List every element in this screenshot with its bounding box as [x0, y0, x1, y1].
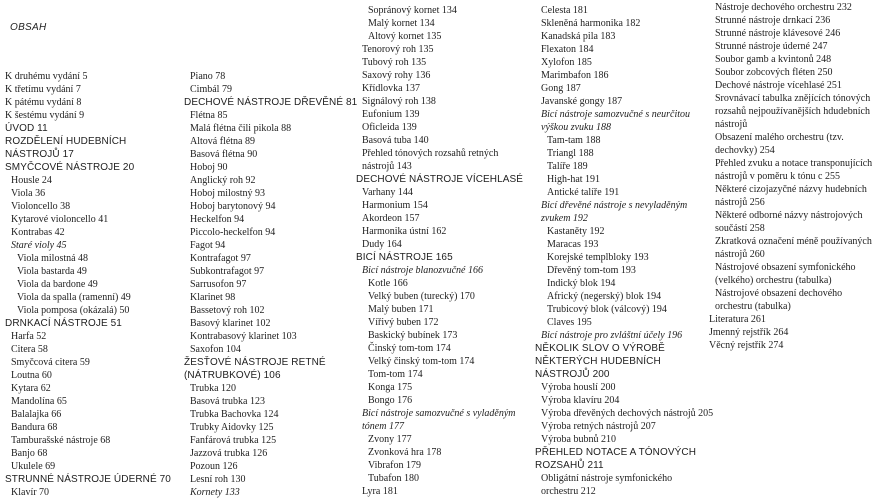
toc-entry: Baskický bubínek 173	[368, 330, 458, 341]
toc-entry: Bongo 176	[368, 395, 413, 406]
toc-entry: Saxový rohy 136	[362, 70, 431, 81]
toc-entry: Triangl 188	[547, 148, 594, 159]
toc-entry: Viola 36	[11, 188, 46, 199]
toc-entry: Bandura 68	[11, 422, 58, 433]
toc-entry: Antické talíře 191	[547, 187, 620, 198]
toc-entry: Přehled tónových rozsahů retných	[362, 148, 499, 159]
toc-entry: K šestému vydání 9	[5, 110, 85, 121]
toc-entry: Malý kornet 134	[368, 18, 435, 29]
toc-entry: Hoboj 90	[190, 162, 228, 173]
toc-entry: Mandolína 65	[11, 396, 67, 407]
toc-entry: Kytara 62	[11, 383, 51, 394]
toc-entry: Sarrusofon 97	[190, 279, 247, 290]
toc-entry: Oficleida 139	[362, 122, 417, 133]
toc-entry: Basová flétna 90	[190, 149, 258, 160]
toc-entry: Cimbál 79	[190, 84, 232, 95]
toc-entry: Trubka Bachovka 124	[190, 409, 279, 420]
toc-entry: Obsazení malého orchestru (tzv.	[715, 132, 844, 143]
toc-entry: Velký činský tom-tom 174	[368, 356, 475, 367]
toc-entry: Javanské gongy 187	[541, 96, 623, 107]
toc-entry: Signálový roh 138	[362, 96, 436, 107]
toc-entry: Africký (negerský) blok 194	[547, 291, 662, 302]
toc-entry: Lyra 181	[362, 486, 398, 497]
toc-entry: Harmonium 154	[362, 200, 428, 211]
toc-entry: Bassetový roh 102	[190, 305, 265, 316]
toc-entry: Basový klarinet 102	[190, 318, 271, 329]
toc-entry: tónem 177	[362, 421, 404, 432]
toc-entry: Hoboj milostný 93	[190, 188, 266, 199]
toc-entry: Piccolo-heckelfon 94	[190, 227, 276, 238]
toc-entry: (velkého) orchestru (tabulka)	[715, 275, 832, 286]
toc-entry: Tubový roh 135	[362, 57, 427, 68]
toc-entry: Zvonková hra 178	[368, 447, 442, 458]
toc-entry: Zkratková označení méně používaných	[715, 236, 872, 247]
toc-entry: Výroba dřevěných dechových nástrojů 205	[541, 408, 714, 419]
toc-entry: Maracas 193	[547, 239, 599, 250]
toc-entry: součástí 258	[715, 223, 765, 234]
toc-entry: Obligátní nástroje symfonického	[541, 473, 673, 484]
toc-section-heading: DRNKACÍ NÁSTROJE 51	[5, 318, 122, 329]
toc-section-heading: NĚKTERÝCH HUDEBNÍCH	[535, 356, 661, 367]
toc-section-heading: SMYČCOVÉ NÁSTROJE 20	[5, 162, 135, 173]
toc-entry: Křídlovka 137	[362, 83, 421, 94]
toc-section-heading: NÁSTROJŮ 17	[5, 149, 74, 160]
toc-entry: Viola pomposa (okázalá) 50	[17, 305, 130, 316]
toc-entry: Klavír 70	[11, 487, 50, 498]
toc-entry: Nástrojové obsazení dechového	[715, 288, 843, 299]
toc-entry: Viola milostná 48	[17, 253, 89, 264]
toc-entry: Zvony 177	[368, 434, 412, 445]
toc-entry: Bicí nástroje samozvučné s neurčitou	[541, 109, 691, 120]
toc-entry: Korejské templbloky 193	[547, 252, 649, 263]
toc-entry: Saxofon 104	[190, 344, 241, 355]
toc-entry: K pátému vydání 8	[5, 97, 82, 108]
toc-entry: Hoboj barytonový 94	[190, 201, 276, 212]
toc-entry: Marimbafon 186	[541, 70, 609, 81]
toc-entry: Banjo 68	[11, 448, 48, 459]
toc-entry: Malý buben 171	[368, 304, 434, 315]
toc-entry: Anglický roh 92	[190, 175, 256, 186]
toc-entry: Trubky Aidovky 125	[190, 422, 274, 433]
toc-entry: Dechové nástroje vícehlasé 251	[715, 80, 842, 91]
toc-entry: výškou zvuku 188	[541, 122, 611, 133]
toc-entry: Pozoun 126	[190, 461, 238, 472]
toc-entry: Vířivý buben 172	[368, 317, 439, 328]
toc-entry: Výroba klavíru 204	[541, 395, 620, 406]
toc-entry: Tam-tam 188	[547, 135, 601, 146]
toc-entry: Xylofon 185	[541, 57, 592, 68]
toc-entry: Některé odborné názvy nástrojových	[715, 210, 863, 221]
toc-entry: Bicí dřevěné nástroje s nevyladěným	[541, 200, 688, 211]
toc-entry: dechovky) 254	[715, 145, 775, 156]
toc-entry: Basová tuba 140	[362, 135, 429, 146]
toc-entry: Nástroje dechového orchestru 232	[715, 2, 852, 13]
toc-entry: Strunné nástroje drnkací 236	[715, 15, 831, 26]
toc-entry: K třetímu vydání 7	[5, 84, 81, 95]
toc-entry: Literatura 261	[709, 314, 766, 325]
toc-entry: Piano 78	[190, 71, 226, 82]
toc-entry: Bicí nástroje samozvučné s vyladěným	[362, 408, 516, 419]
toc-entry: zvukem 192	[541, 213, 588, 224]
toc-entry: Subkontrafagot 97	[190, 266, 265, 277]
toc-entry: Skleněná harmonika 182	[541, 18, 641, 29]
page-heading: OBSAH	[10, 22, 47, 33]
toc-section-heading: ROZSAHŮ 211	[535, 460, 604, 471]
toc-entry: rozsahů nejpoužívanějších hdudebních	[715, 106, 870, 117]
toc-entry: Talíře 189	[547, 161, 588, 172]
toc-entry: Některé cizojazyčné názvy hudebních	[715, 184, 867, 195]
toc-entry: Malá flétna čili pikola 88	[190, 123, 292, 134]
toc-entry: Trubka 120	[190, 383, 237, 394]
toc-entry: Smyčcová citera 59	[11, 357, 90, 368]
toc-entry: Fanfárová trubka 125	[190, 435, 277, 446]
toc-entry: Citera 58	[11, 344, 48, 355]
toc-entry: Soubor zobcových fléten 250	[715, 67, 833, 78]
toc-entry: Kontrabasový klarinet 103	[190, 331, 297, 342]
toc-entry: Tubafon 180	[368, 473, 420, 484]
toc-entry: Heckelfon 94	[190, 214, 245, 225]
toc-entry: Dřevěný tom-tom 193	[547, 265, 636, 276]
toc-entry: nástrojů 260	[715, 249, 765, 260]
toc-entry: Tenorový roh 135	[362, 44, 434, 55]
toc-entry: Kontrabas 42	[11, 227, 65, 238]
toc-entry: Strunné nástroje klávesové 246	[715, 28, 841, 39]
toc-entry: Bicí nástroje pro zvláštní účely 196	[541, 330, 683, 341]
toc-entry: Strunné nástroje úderné 247	[715, 41, 828, 52]
toc-entry: Soubor gamb a kvintonů 248	[715, 54, 832, 65]
toc-entry: Akordeon 157	[362, 213, 420, 224]
toc-entry: Nástrojové obsazení symfonického	[715, 262, 856, 273]
toc-section-heading: NĚKOLIK SLOV O VÝROBĚ	[535, 343, 665, 354]
toc-entry: nástrojů v poměru k tónu c 255	[715, 171, 840, 182]
toc-entry: Harmonika ústní 162	[362, 226, 447, 237]
toc-entry: Bicí nástroje blanozvučné 166	[362, 265, 483, 276]
toc-entry: Přehled zvuku a notace transponujících	[715, 158, 873, 169]
toc-entry: Ukulele 69	[11, 461, 56, 472]
toc-entry: Konga 175	[368, 382, 413, 393]
toc-entry: Altový kornet 135	[368, 31, 442, 42]
toc-entry: orchestru (tabulka)	[715, 301, 791, 312]
toc-entry: Flexaton 184	[541, 44, 594, 55]
toc-entry: K druhému vydání 5	[5, 71, 88, 82]
toc-entry: Věcný rejstřík 274	[709, 340, 784, 351]
toc-entry: Výroba retných nástrojů 207	[541, 421, 656, 432]
toc-entry: Výroba bubnů 210	[541, 434, 616, 445]
toc-section-heading: (NÁTRUBKOVÉ) 106	[184, 370, 281, 381]
toc-entry: Kastaněty 192	[547, 226, 605, 237]
toc-entry: Lesní roh 130	[190, 474, 246, 485]
toc-entry: Jazzová trubka 126	[190, 448, 268, 459]
toc-entry: Klarinet 98	[190, 292, 236, 303]
toc-entry: Kornety 133	[190, 487, 240, 498]
toc-entry: Harfa 52	[11, 331, 47, 342]
toc-entry: Loutna 60	[11, 370, 52, 381]
toc-entry: nástrojů 256	[715, 197, 765, 208]
toc-section-heading: PŘEHLED NOTACE A TÓNOVÝCH	[535, 447, 697, 458]
toc-entry: Claves 195	[547, 317, 592, 328]
toc-entry: Balalajka 66	[11, 409, 62, 420]
toc-entry: Indický blok 194	[547, 278, 616, 289]
toc-entry: Kontrafagot 97	[190, 253, 251, 264]
toc-entry: Flétna 85	[190, 110, 228, 121]
toc-entry: Celesta 181	[541, 5, 588, 16]
toc-entry: Viola bastarda 49	[17, 266, 87, 277]
toc-entry: Velký buben (turecký) 170	[368, 291, 475, 302]
toc-entry: Altová flétna 89	[190, 136, 255, 147]
toc-entry: High-hat 191	[547, 174, 601, 185]
toc-entry: Činský tom-tom 174	[368, 343, 451, 354]
toc-entry: Viola da spalla (ramenní) 49	[17, 292, 131, 303]
toc-entry: nástrojů 143	[362, 161, 412, 172]
toc-section-heading: ŽESŤOVÉ NÁSTROJE RETNÉ	[184, 357, 326, 368]
toc-entry: Violoncello 38	[11, 201, 71, 212]
toc-entry: Varhany 144	[362, 187, 413, 198]
toc-section-heading: ÚVOD 11	[5, 123, 48, 134]
toc-section-heading: BICÍ NÁSTROJE 165	[356, 252, 453, 263]
toc-section-heading: NÁSTROJŮ 200	[535, 369, 610, 380]
toc-entry: Tom-tom 174	[368, 369, 423, 380]
toc-section-heading: STRUNNÉ NÁSTROJE ÚDERNÉ 70	[5, 474, 171, 485]
toc-entry: Tamburašské nástroje 68	[11, 435, 111, 446]
toc-entry: Kytarové violoncello 41	[11, 214, 109, 225]
toc-section-heading: DECHOVÉ NÁSTROJE VÍCEHLASÉ	[356, 174, 524, 185]
toc-entry: Sopránový kornet 134	[368, 5, 457, 16]
toc-entry: Srovnávací tabulka znějících tónových	[715, 93, 871, 104]
toc-section-heading: DECHOVÉ NÁSTROJE DŘEVĚNÉ 81	[184, 97, 358, 108]
toc-entry: Dudy 164	[362, 239, 402, 250]
toc-entry: Staré violy 45	[11, 240, 67, 251]
toc-entry: Housle 24	[11, 175, 52, 186]
toc-section-heading: ROZDĚLENÍ HUDEBNÍCH	[5, 136, 127, 147]
toc-entry: nástrojů	[715, 119, 748, 130]
toc-entry: Výroba houslí 200	[541, 382, 616, 393]
toc-entry: Kanadská pila 183	[541, 31, 616, 42]
toc-entry: Kotle 166	[368, 278, 408, 289]
toc-entry: Vibrafon 179	[368, 460, 421, 471]
toc-entry: Fagot 94	[190, 240, 226, 251]
toc-entry: Eufonium 139	[362, 109, 420, 120]
toc-entry: Basová trubka 123	[190, 396, 265, 407]
toc-entry: Gong 187	[541, 83, 581, 94]
toc-entry: orchestru 212	[541, 486, 596, 497]
toc-entry: Viola da bardone 49	[17, 279, 98, 290]
toc-entry: Jmenný rejstřík 264	[709, 327, 789, 338]
toc-entry: Trubicový blok (válcový) 194	[547, 304, 667, 315]
